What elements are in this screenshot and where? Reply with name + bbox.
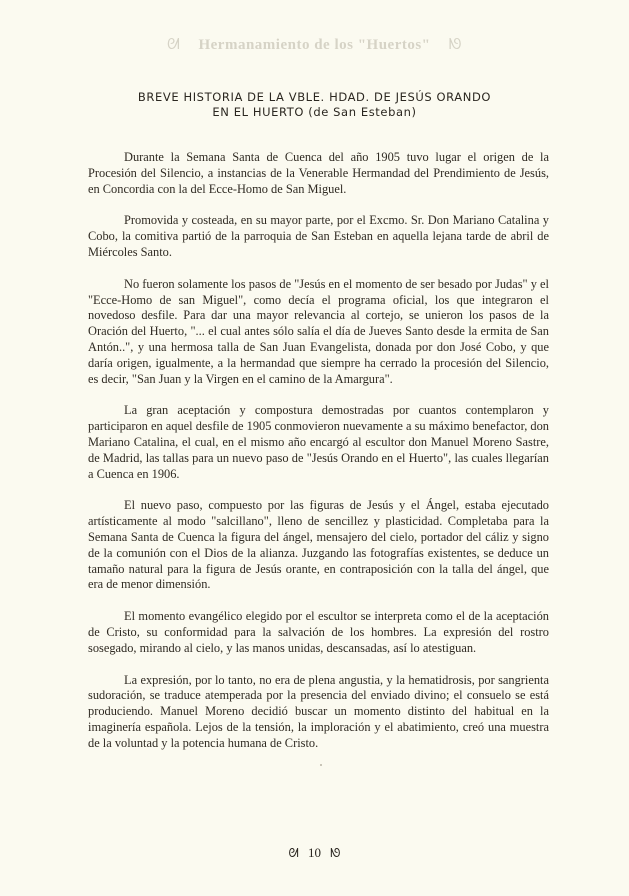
paragraph-5: El nuevo paso, compuesto por las figuras de Jesús y el Ángel, estaba ejecutado artísticamente al modo "salcillano", lleno de sencillez y plasticidad. Completaba para la Semana Santa de Cuenca la figura del ángel, mensajero del cielo, portador del cáliz y signo de la comunión con el Dios de la alianza. Juzgando las fotografías existentes, se deduce un tamaño natural para la figura de Jesús orante, en contraposición con la talla del ángel, que era de menor dimensión.	[88, 498, 549, 592]
running-header-text: Hermanamiento de los "Huertos"	[198, 37, 431, 53]
paragraph-3: No fueron solamente los pasos de "Jesús en el momento de ser besado por Judas" y el "Ecce-Homo de san Miguel", como decía el programa oficial, los que integraron el novedoso desfile. Para dar una mayor relevancia al cortejo, se unieron los pasos de la Oración del Huerto, "... el cual antes sólo salía el día de Jueves Santo desde la ermita de San Antón..", y una hermosa talla de San Juan Evangelista, donada por don José Cobo, y que daría origen, igualmente, a la hermandad que siempre ha cerrado la procesión del Silencio, es decir, "San Juan y la Virgen en el camino de la Amargura".	[88, 276, 549, 386]
paragraph-4: La gran aceptación y compostura demostradas por cuantos contemplaron y participaron en aquel desfile de 1905 conmovieron nuevamente a su máximo benefactor, don Mariano Catalina, el cual, en el mismo año encargó al escultor don Manuel Moreno Sastre, de Madrid, las tallas para un nuevo paso de "Jesús Orando en el Huerto", las cuales llegarían a Cuenca en 1906.	[88, 403, 549, 481]
paragraph-1: Durante la Semana Santa de Cuenca del año 1905 tuvo lugar el origen de la Procesión del Silencio, a instancias de la Venerable Hermandad del Prendimiento de Jesús, en Concordia con la del Ecce-Homo de San Miguel.	[88, 150, 549, 196]
article-body	[88, 150, 549, 768]
title-line-2: EN EL HUERTO (de San Esteban)	[212, 105, 417, 119]
footer-ornament-left-icon: ᘛ	[288, 846, 299, 860]
print-speck	[320, 764, 322, 766]
header-ornament-left-icon: ᘛ	[166, 37, 181, 53]
title-line-1: BREVE HISTORIA DE LA VBLE. HDAD. DE JESÚS ORANDO	[137, 90, 492, 104]
page-number: 10	[308, 845, 321, 860]
footer-ornament-right-icon: ᘚ	[330, 846, 341, 860]
page-footer	[0, 845, 629, 861]
paragraph-6: El momento evangélico elegido por el escultor se interpreta como el de la aceptación de Cristo, su conformidad para la salvación de los hombres. La expresión del rostro sosegado, mirando al cielo, y las manos unidas, descansadas, así lo atestiguan.	[88, 609, 549, 655]
paragraph-7: La expresión, por lo tanto, no era de plena angustia, y la hematidrosis, por sangrienta sudoración, se traduce atemperada por la presencia del enviado divino; el consuelo se está produciendo. Manuel Moreno decidió buscar un momento distinto del habitual en la imaginería española. Lejos de la tensión, la imploración y el abatimiento, creó una muestra de la voluntad y la potencia humana de Cristo.	[88, 672, 549, 750]
paragraph-2: Promovida y costeada, en su mayor parte, por el Excmo. Sr. Don Mariano Catalina y Cobo, la comitiva partió de la parroquia de San Esteban en aquella lejana tarde de abril de Miércoles Santo.	[88, 213, 549, 259]
running-header	[0, 36, 629, 54]
article-title	[60, 90, 569, 120]
header-ornament-right-icon: ᘚ	[448, 37, 463, 53]
